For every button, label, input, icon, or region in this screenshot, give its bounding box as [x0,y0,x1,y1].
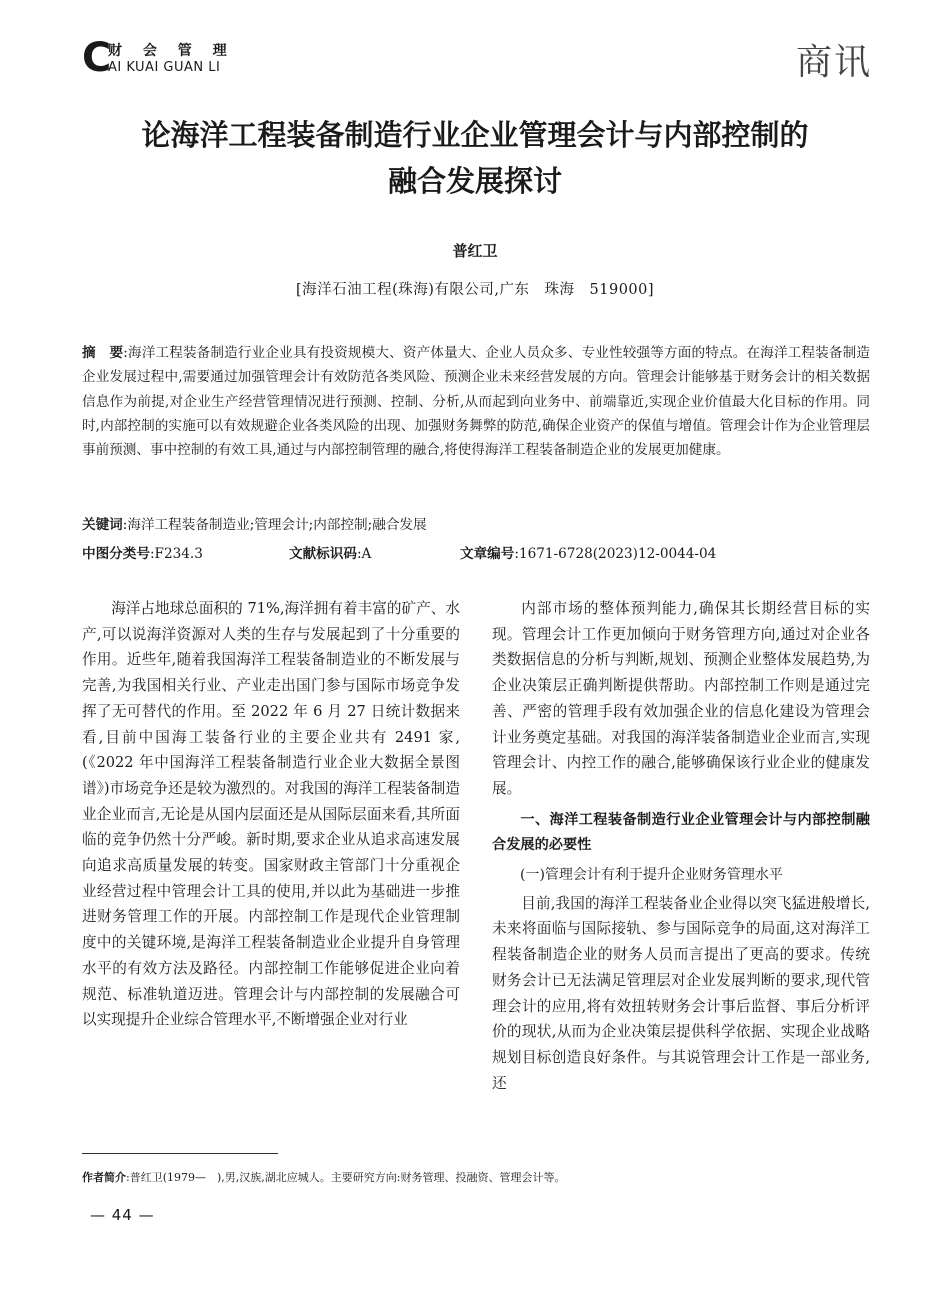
section-label: 商讯 [795,42,872,83]
abstract-label: 摘 要 [82,345,124,361]
clc-number [82,542,203,566]
body-paragraph: 目前,我国的海洋工程装备业企业得以突飞猛进般增长,未来将面临与国际接轨、参与国际竞争的局面,这对海洋工程装备制造企业的财务人员而言提出了更高的要求。传统财务会计已无法满足管理层对企业发展判断的要求,现代管理会计的应用,将有效扭转财务会计事后监督、事后分析评价的现状,从而为企业决策层提供科学依据、实现企业战略规划目标创造良好条件。与其说管理会计工作是一部业务,还 [492,894,870,1092]
footnote-label: 作者简介 [82,1171,126,1184]
article-id [460,542,716,566]
section-heading: 一、海洋工程装备制造行业企业管理会计与内部控制融合发展的必要性 [492,811,870,854]
abstract-text: :海洋工程装备制造行业企业具有投资规模大、资产体量大、企业人员众多、专业性较强等方面的特点。在海洋工程装备制造企业发展过程中,需要通过加强管理会计有效防范各类风险、预测企业未来经营发展的方向。管理会计能够基于财务会计的相关数据信息作为前提,对企业生产经营管理情况进行预测、控制、分析,从而起到向业务中、前端靠近,实现企业价值最大化目标的作用。同时,内部控制的实施可以有效规避企业各类风险的出现、加强财务舞弊的防范,确保企业资产的保值与增值。管理会计作为企业管理层事前预测、事中控制的有效工具,通过与内部控制管理的融合,将使得海洋工程装备制造企业的发展更加健康。 [82,345,870,459]
clc-value: :F234.3 [149,546,203,562]
body-paragraph: 海洋占地球总面积的 71%,海洋拥有着丰富的矿产、水产,可以说海洋资源对人类的生存与发展起到了十分重要的作用。近些年,随着我国海洋工程装备制造业的不断发展与完善,为我国相关行业、产业走出国门参与国际市场竞争发挥了无可替代的作用。至 2022 年 6 月 27 日统计数据来看,目前中国海工装备行业的主要企业共有 2491 家,(《2022 年中国海洋工程装备制造行业企业大数据全景图谱》)市场竞争还是较为激烈的。对我国的海洋工程装备制造业企业而言,无论是从国内层面还是从国际层面来看,其所面临的竞争仍然十分严峻。新时期,要求企业从追求高速发展向追求高质量发展的转变。国家财政主管部门十分重视企业经营过程中管理会计工具的使用,并以此为基础进一步推进财务管理工作的开展。内部控制工作是现代企业管理制度中的关键环境,是海洋工程装备制造业企业提升自身管理水平的有效方法及路径。内部控制工作能够促进企业向着规范、标准轨道迈进。管理会计与内部控制的发展融合可以实现提升企业综合管理水平,不断增强企业对行业 [82,600,460,1029]
body-column-left [82,596,460,1033]
journal-name-cn: 财 会 管 理 [108,43,235,59]
footnote-text: :普红卫(1979— ),男,汉族,湖北应城人。主要研究方向:财务管理、投融资、管理会计等。 [126,1171,566,1184]
article-id-value: :1671-6728(2023)12-0044-04 [514,546,717,562]
article-title [80,112,870,204]
masthead [82,34,872,84]
keywords [82,513,870,537]
doc-code-value: :A [356,546,372,562]
journal-logo-letter: C [82,35,112,81]
keywords-label: 关键词 [82,517,123,533]
body-paragraph: 内部市场的整体预判能力,确保其长期经营目标的实现。管理会计工作更加倾向于财务管理方向,通过对企业各类数据信息的分析与判断,规划、预测企业整体发展趋势,为企业决策层正确判断提供帮助。内部控制工作则是通过完善、严密的管理手段有效加强企业的信息化建设为管理会计业务奠定基础。对我国的海洋装备制造业企业而言,实现管理会计、内控工作的融合,能够确保该行业企业的健康发展。 [492,600,870,797]
author-name: 普红卫 [452,242,498,260]
author-footnote [82,1170,870,1186]
page-number: — 44 — [90,1206,155,1224]
body-column-right [492,596,870,1096]
document-code [289,542,371,566]
author-affiliation: [海洋石油工程(珠海)有限公司,广东 珠海 519000] [295,282,655,298]
journal-name-en: AI KUAI GUAN LI [108,60,221,75]
title-line-1: 论海洋工程装备制造行业企业管理会计与内部控制的 [141,118,809,152]
keywords-text: :海洋工程装备制造业;管理会计;内部控制;融合发展 [122,517,427,533]
footnote-divider [82,1153,278,1154]
abstract [82,341,870,462]
title-line-2: 融合发展探讨 [387,164,562,198]
clc-label: 中图分类号 [82,546,150,562]
subsection-heading: (一)管理会计有利于提升企业财务管理水平 [520,867,783,884]
doc-code-label: 文献标识码 [289,546,357,562]
article-id-label: 文章编号 [460,546,515,562]
